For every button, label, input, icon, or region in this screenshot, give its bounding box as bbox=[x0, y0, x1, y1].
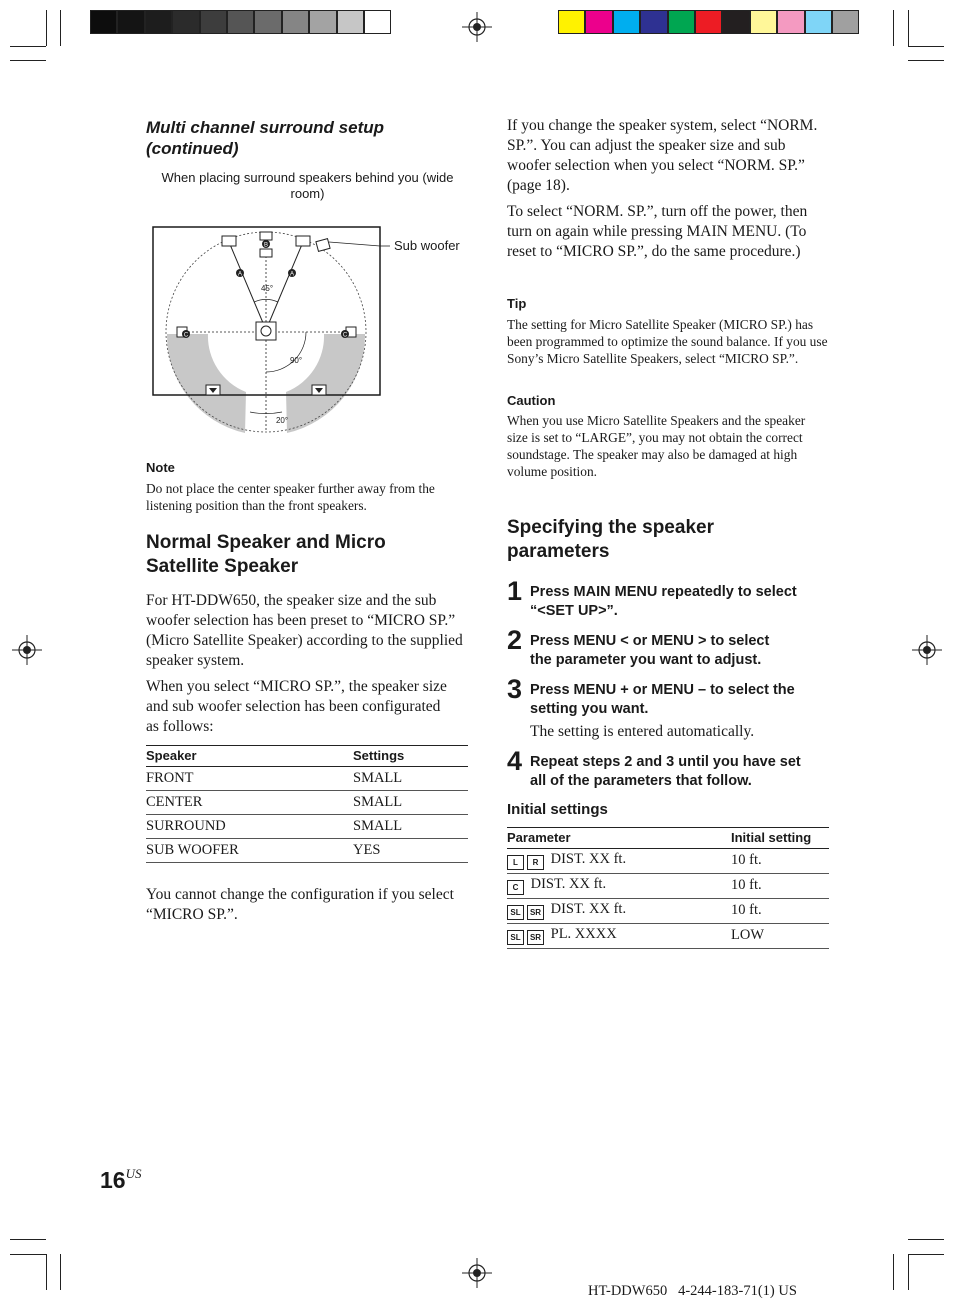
speaker-front-left-icon: L bbox=[507, 855, 524, 870]
caution-label: Caution bbox=[507, 393, 556, 408]
table-row bbox=[507, 899, 829, 924]
registration-color-bar bbox=[558, 10, 860, 34]
speaker-front-right-icon: R bbox=[527, 855, 544, 870]
table-cell bbox=[507, 899, 731, 924]
heading-speaker-parameters: Specifying the speaker parameters bbox=[507, 517, 714, 562]
table-row bbox=[146, 815, 468, 839]
registration-swatch bbox=[613, 10, 640, 34]
table-cell bbox=[507, 849, 731, 874]
registration-swatch bbox=[145, 10, 172, 34]
registration-swatch bbox=[722, 10, 749, 34]
heading-normal-speaker: Normal Speaker and Micro Satellite Speaker bbox=[146, 532, 386, 577]
step-text-line1: Press MENU < or MENU > to select bbox=[530, 633, 770, 649]
table-cell: 10 ft. bbox=[731, 874, 829, 899]
table-cell: FRONT bbox=[146, 767, 353, 791]
marker-a-left: A bbox=[237, 271, 243, 278]
registration-target-icon bbox=[462, 12, 492, 42]
registration-swatch bbox=[805, 10, 832, 34]
table-cell: SMALL bbox=[353, 767, 468, 791]
marker-c-left: C bbox=[183, 332, 189, 339]
step-number: 2 bbox=[507, 625, 523, 655]
table-cell: SMALL bbox=[353, 791, 468, 815]
table-row bbox=[146, 791, 468, 815]
note-label: Note bbox=[146, 460, 175, 475]
registration-swatch bbox=[200, 10, 227, 34]
registration-swatch bbox=[695, 10, 722, 34]
registration-target-icon bbox=[912, 635, 942, 665]
registration-swatch bbox=[364, 10, 391, 34]
registration-swatch bbox=[227, 10, 254, 34]
note-text: Do not place the center speaker further away from the listening position than the front speakers. bbox=[146, 481, 435, 513]
tip-label: Tip bbox=[507, 296, 527, 311]
table-cell: LOW bbox=[731, 924, 829, 949]
speaker-surround-right-icon: SR bbox=[527, 930, 544, 945]
step-text-line2: the parameter you want to adjust. bbox=[530, 652, 762, 668]
diagram-caption: When placing surround speakers behind you (wide room) bbox=[161, 170, 454, 201]
registration-swatch bbox=[832, 10, 859, 34]
registration-swatch bbox=[777, 10, 804, 34]
caution-text: When you use Micro Satellite Speakers and the speaker size is set to “LARGE”, you may not obtain the correct soundstage. The speaker may also be damaged at high volume position. bbox=[507, 413, 806, 479]
step-text-line1: Press MAIN MENU repeatedly to select bbox=[530, 584, 797, 600]
registration-swatch bbox=[337, 10, 364, 34]
marker-c-right: C bbox=[342, 332, 348, 339]
registration-swatch bbox=[585, 10, 612, 34]
registration-swatch bbox=[172, 10, 199, 34]
table-cell: YES bbox=[353, 839, 468, 863]
param-text: DIST. XX ft. bbox=[530, 876, 607, 892]
marker-b: B bbox=[263, 242, 269, 249]
param-text: DIST. XX ft. bbox=[550, 901, 627, 917]
table-row bbox=[507, 849, 829, 874]
registration-swatch bbox=[309, 10, 336, 34]
page-number-value: 16 bbox=[100, 1167, 126, 1193]
table-row bbox=[507, 874, 829, 899]
left-para-2: When you select “MICRO SP.”, the speaker size and sub woofer selection has been configurated as follows: bbox=[146, 678, 447, 735]
table-row bbox=[146, 839, 468, 863]
speaker-surround-left-icon: SL bbox=[507, 930, 524, 945]
table-row bbox=[146, 767, 468, 791]
param-text: DIST. XX ft. bbox=[550, 851, 627, 867]
section-title: Multi channel surround setup (continued) bbox=[146, 118, 385, 158]
step-number: 1 bbox=[507, 576, 523, 606]
angle-20-label: 20° bbox=[275, 416, 289, 425]
table-cell bbox=[507, 874, 731, 899]
left-para-1: For HT-DDW650, the speaker size and the sub woofer selection has been preset to “MICRO SP.” (Micro Satellite Speaker) according to the supplied speaker system. bbox=[146, 592, 463, 669]
registration-swatch bbox=[668, 10, 695, 34]
angle-90-label: 90° bbox=[289, 356, 303, 365]
table-header-speaker: Speaker bbox=[146, 746, 353, 767]
table-cell: CENTER bbox=[146, 791, 353, 815]
registration-swatch bbox=[254, 10, 281, 34]
table-cell bbox=[507, 924, 731, 949]
table-cell: 10 ft. bbox=[731, 899, 829, 924]
step-text-line2: “<SET UP>”. bbox=[530, 603, 618, 619]
step-note: The setting is entered automatically. bbox=[530, 723, 755, 740]
registration-swatch bbox=[282, 10, 309, 34]
table-header-settings: Settings bbox=[353, 746, 468, 767]
registration-swatch bbox=[558, 10, 585, 34]
table-cell: 10 ft. bbox=[731, 849, 829, 874]
table-header-initial-setting: Initial setting bbox=[731, 828, 829, 849]
speaker-placement-diagram bbox=[150, 222, 470, 444]
marker-a-right: A bbox=[289, 271, 295, 278]
speaker-settings-table bbox=[146, 745, 468, 863]
step-text-line2: all of the parameters that follow. bbox=[530, 773, 752, 789]
angle-45-label: 45° bbox=[260, 284, 274, 293]
page-number-suffix: US bbox=[125, 1166, 142, 1181]
table-header-parameter: Parameter bbox=[507, 828, 731, 849]
step-text-line1: Repeat steps 2 and 3 until you have set bbox=[530, 754, 801, 770]
initial-settings-table bbox=[507, 827, 829, 949]
step-number: 3 bbox=[507, 674, 523, 704]
step-text-line2: setting you want. bbox=[530, 701, 649, 717]
model-code: HT-DDW650 4-244-183-71(1) US bbox=[588, 1283, 797, 1299]
registration-target-icon bbox=[12, 635, 42, 665]
table-cell: SUB WOOFER bbox=[146, 839, 353, 863]
speaker-center-icon: C bbox=[507, 880, 524, 895]
left-para-3: You cannot change the configuration if you select “MICRO SP.”. bbox=[146, 886, 454, 923]
step-number: 4 bbox=[507, 746, 523, 776]
registration-swatch bbox=[640, 10, 667, 34]
table-cell: SURROUND bbox=[146, 815, 353, 839]
right-para-1: If you change the speaker system, select “NORM. SP.”. You can adjust the speaker size and sub woofer selection when you select “NORM. SP.” (page 18). bbox=[507, 117, 818, 194]
registration-target-icon bbox=[462, 1258, 492, 1288]
param-text: PL. XXXX bbox=[550, 926, 617, 942]
speaker-surround-right-icon: SR bbox=[527, 905, 544, 920]
table-row bbox=[507, 924, 829, 949]
speaker-surround-left-icon: SL bbox=[507, 905, 524, 920]
registration-swatch bbox=[750, 10, 777, 34]
registration-swatch bbox=[117, 10, 144, 34]
step-text-line1: Press MENU + or MENU – to select the bbox=[530, 682, 795, 698]
tip-text: The setting for Micro Satellite Speaker (MICRO SP.) has been programmed to optimize the sound balance. If you use Sony’s Micro Satellite Speakers, select “MICRO SP.”. bbox=[507, 317, 828, 366]
page-number bbox=[100, 1166, 141, 1194]
sub-woofer-label: Sub woofer bbox=[394, 238, 460, 253]
registration-swatch bbox=[90, 10, 117, 34]
registration-gray-bar bbox=[90, 10, 392, 34]
initial-settings-label: Initial settings bbox=[507, 801, 608, 818]
right-para-2: To select “NORM. SP.”, turn off the power, then turn on again while pressing MAIN MENU. (To reset to “MICRO SP.”, do the same procedure.) bbox=[507, 203, 808, 260]
table-cell: SMALL bbox=[353, 815, 468, 839]
